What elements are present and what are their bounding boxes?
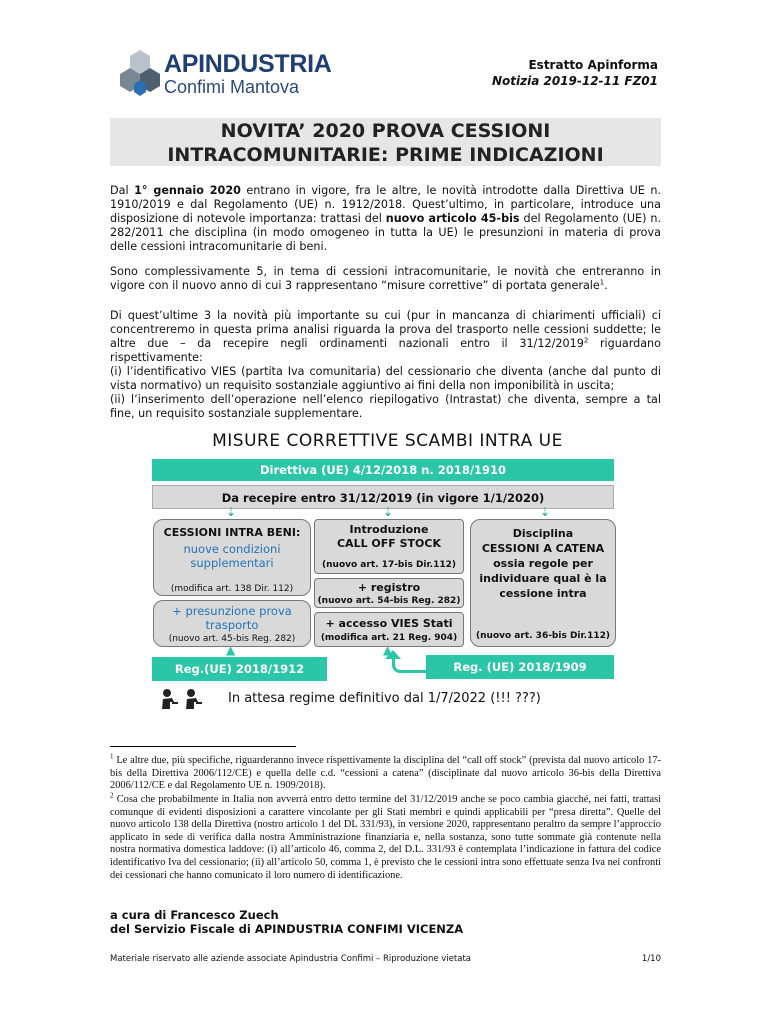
- company-logo: [118, 48, 332, 100]
- p3-text-b: riguardano rispettivamente:: [110, 337, 661, 364]
- page-title: [110, 119, 661, 167]
- box1-heading: CESSIONI INTRA BENI:: [163, 526, 301, 539]
- box2-note: (nuovo art. 45-bis Reg. 282): [168, 634, 296, 644]
- title-line-1: NOVITA’ 2020 PROVA CESSIONI: [220, 120, 551, 142]
- pending-regime-note: In attesa regime definitivo dal 1/7/2022 (!!! ???): [228, 691, 541, 706]
- box6-line5: cessione intra: [499, 587, 587, 600]
- p3-text-a: Di quest’ultime 3 la novità più importante su cui (pur in mancanza di chiarimenti ufficiali) ci concentreremo in questa prima analisi riguarda la prova del trasporto nelle cessioni suddette; le altre due – da recepire negli ordinamenti nazionali entro il 31/12/2019: [110, 309, 661, 350]
- regulation-1909-bar: Reg. (UE) 2018/1909: [426, 655, 614, 679]
- document-reference: [492, 57, 658, 89]
- arrow-up-icon: ▲: [226, 643, 236, 657]
- footnote-2: [110, 791, 661, 882]
- regulation-1912-bar: Reg.(UE) 2018/1912: [152, 657, 327, 681]
- extract-label: Estratto Apinforma: [528, 58, 658, 72]
- box3-heading-line2: CALL OFF STOCK: [336, 537, 442, 550]
- p1-text-run: del Regolamento (UE) n. 282/2011 che disciplina (in modo omogeneo in tutta la UE) le presunzioni in materia di prova delle cessioni intracomunitarie di beni.: [110, 212, 662, 253]
- p2-text: Sono complessivamente 5, in tema di cessioni intracomunitarie, le novità che entreranno in vigore con il nuovo anno di cui 3 rappresentano “misure correttive” di portata generale: [110, 265, 661, 292]
- directive-bar: Direttiva (UE) 4/12/2018 n. 2018/1910: [152, 459, 614, 481]
- page-number: 1/10: [641, 954, 661, 964]
- paragraph-details: [110, 309, 661, 421]
- p1-text-run: Dal: [110, 184, 135, 197]
- arrow-down-icon: ⇣: [383, 505, 394, 519]
- hexagon-logo-icon: [118, 48, 162, 100]
- deadline-bar: Da recepire entro 31/12/2019 (in vigore 1/1/2020): [152, 485, 614, 509]
- p2-end: .: [604, 279, 608, 292]
- box1-note: (modifica art. 138 Dir. 112): [170, 584, 294, 594]
- footnote-ref-1[interactable]: 1: [599, 278, 605, 287]
- box2-subtitle: [154, 604, 310, 632]
- box1-subtitle-line2: supplementari: [190, 556, 274, 570]
- box4-note: (nuovo art. 54-bis Reg. 282): [317, 596, 461, 606]
- box2-subtitle-line2: trasporto: [205, 618, 259, 632]
- box-register: [314, 578, 464, 608]
- notice-id: Notizia 2019-12-11 FZ01: [491, 74, 658, 88]
- logo-subtitle: Confimi Mantova: [164, 77, 300, 97]
- box6-line3: ossia regole per: [493, 557, 593, 570]
- title-line-2: INTRACOMUNITARIE: PRIME INDICAZIONI: [167, 144, 604, 166]
- logo-name: APINDUSTRIA: [164, 50, 332, 78]
- footnote-1: [110, 752, 661, 793]
- arrow-up-icon: [385, 650, 401, 659]
- p1-bold-run: 1° gennaio 2020: [134, 184, 241, 197]
- box3-heading-line1: Introduzione: [349, 523, 429, 536]
- box-intra-goods: [153, 519, 311, 596]
- p3-item-1: (i) l’identificativo VIES (partita Iva comunitaria) del cessionario che diventa (anche dal punto di vista normativo) un requisito sostanziale aggiuntivo ai fini della non imponibilità in uscita;: [110, 365, 661, 392]
- footnote-1-text: Le altre due, più specifiche, riguarderanno invece rispettivamente la disciplina del “call off stock” (prevista dal nuovo articolo 17-bis della Direttiva 2006/112/CE) e quella delle c.d. “cessioni a catena” (disciplinate dal nuovo articolo 36-bis della Direttiva 2006/112/CE e dal Regolamento UE n. 1909/2018).: [110, 755, 661, 792]
- box6-heading: [471, 526, 615, 601]
- box3-note: (nuovo art. 17-bis Dir.112): [322, 560, 456, 570]
- box5-heading: + accesso VIES Stati: [325, 617, 453, 630]
- box2-subtitle-line1: + presunzione prova: [172, 604, 292, 618]
- thinking-person-icon: [160, 688, 208, 710]
- diagram-title: MISURE CORRETTIVE SCAMBI INTRA UE: [212, 431, 563, 451]
- box-transport-proof: [153, 600, 311, 647]
- box3-heading: [315, 523, 463, 551]
- author-line-2: del Servizio Fiscale di APINDUSTRIA CONFIMI VICENZA: [110, 922, 464, 936]
- paragraph-measures: [110, 265, 661, 293]
- person-icons: [160, 688, 208, 710]
- paragraph-intro: [110, 184, 661, 254]
- box-call-off-stock: [314, 519, 464, 574]
- footnote-divider: [110, 746, 296, 747]
- footnote-2-text: Cosa che probabilmente in Italia non avverrà entro detto termine del 31/12/2019 anche se poco cambia giacché, nei fatti, trattasi comunque di evidenti disposizioni a carattere vincolante per gli Stati membri e quindi applicabili per “presa diretta”. Quelle del nuovo articolo 138 della Direttiva (nostro articolo 1 del DL 331/93), in versione 2020, rappresentano peraltro da sempre l’approccio applicato in sede di verifica dalla nostra Amministrazione finanziaria e, nella sostanza, sono tutte sommate già contenute nella nostra normativa domestica laddove: (i) all’articolo 46, comma 2, del D.L. 331/93 è contemplata l’indicazione in fattura del codice identificativo Iva del cessionario; (ii) all’articolo 50, comma 1, è previsto che le cessioni intra sono effettuate senza Iva nei confronti dei cessionari che hanno comunicato il loro numero di identificazione.: [110, 794, 661, 881]
- box6-note: (nuovo art. 36-bis Dir.112): [476, 631, 610, 641]
- author-credit: [110, 908, 463, 936]
- p1-bold-run: nuovo articolo 45-bis: [385, 212, 520, 225]
- arrow-down-icon: ⇣: [540, 505, 551, 519]
- footer-disclaimer: Materiale riservato alle aziende associate Apindustria Confimi – Riproduzione vietata: [110, 954, 472, 964]
- footnote-1-number: 1: [110, 752, 114, 761]
- arrow-up-icon: ▲: [383, 643, 393, 657]
- box5-note: (modifica art. 21 Reg. 904): [320, 633, 458, 643]
- footnote-2-number: 2: [110, 791, 114, 800]
- author-line-1: a cura di Francesco Zuech: [110, 908, 279, 922]
- p1-text-run: entrano in vigore, fra le altre, le novità introdotte dalla Direttiva UE n. 1910/2019 e dal Regolamento (UE) n. 1912/2018. Quest’ultimo, in particolare, introduce una disposizione di notevole importanza: trattasi del: [110, 184, 661, 225]
- box6-line2: CESSIONI A CATENA: [481, 542, 605, 555]
- box4-heading: + registro: [357, 581, 421, 594]
- box6-line4: individuare qual è la: [479, 572, 607, 585]
- p3-item-2: (ii) l’inserimento dell’operazione nell’elenco riepilogativo (Intrastat) che diventa, sempre a tal fine, un requisito sostanziale supplementare.: [110, 393, 661, 420]
- box-chain-transactions: [470, 519, 616, 647]
- arrow-down-icon: ⇣: [226, 505, 237, 519]
- box1-subtitle-line1: nuove condizioni: [183, 542, 281, 556]
- box-vies-access: [314, 612, 464, 647]
- footnote-ref-2[interactable]: 2: [583, 336, 589, 345]
- box1-subtitle: [154, 542, 310, 570]
- box6-line1: Disciplina: [512, 527, 574, 540]
